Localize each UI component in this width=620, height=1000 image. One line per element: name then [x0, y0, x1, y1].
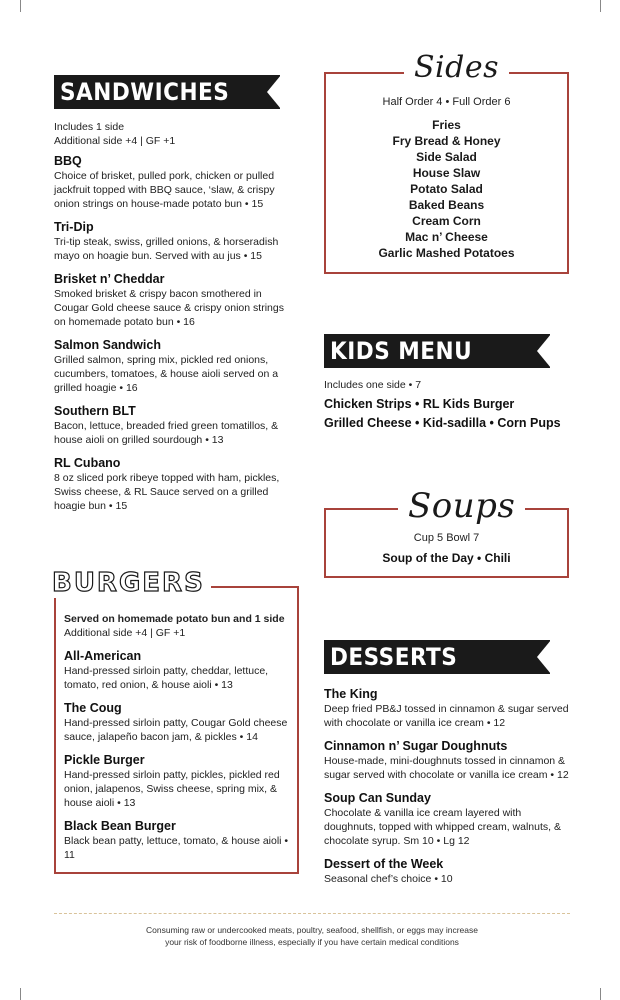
burgers-section — [64, 612, 292, 862]
menu-item — [54, 337, 294, 395]
menu-item-name: Pickle Burger — [64, 753, 145, 767]
menu-item — [64, 700, 292, 744]
menu-item — [54, 455, 294, 513]
menu-item-desc: Deep fried PB&J tossed in cinnamon & sugar served with chocolate or vanilla ice cream • 12 — [324, 703, 569, 729]
menu-item — [324, 790, 569, 848]
menu-item-desc: 8 oz sliced pork ribeye topped with ham, pickles, Swiss cheese, & RL Sauce served on a grilled hoagie bun • 15 — [54, 472, 280, 512]
sandwiches-title: SANDWICHES — [60, 78, 230, 106]
disclaimer-line: Consuming raw or undercooked meats, poultry, seafood, shellfish, or eggs may increase — [146, 925, 478, 935]
side-item: Baked Beans — [408, 198, 485, 212]
menu-item-desc: Black bean patty, lettuce, tomato, & house aioli • 11 — [64, 835, 289, 861]
crop-mark — [20, 0, 21, 12]
menu-item-name: Cinnamon n’ Sugar Doughnuts — [324, 739, 508, 753]
food-safety-disclaimer — [54, 925, 570, 948]
menu-item — [54, 403, 294, 447]
menu-item-desc: Hand-pressed sirloin patty, pickles, pickled red onion, jalapenos, Swiss cheese, spring mix, & house aioli • 13 — [64, 769, 280, 809]
menu-item-name: Dessert of the Week — [324, 857, 444, 871]
kids-note: Includes one side • 7 — [324, 379, 422, 391]
kids-menu-title: KIDS MENU — [330, 337, 473, 365]
menu-item-desc: Grilled salmon, spring mix, pickled red onions, cucumbers, tomatoes, & house aioli served on a grilled hoagie • 16 — [54, 354, 279, 394]
menu-item-desc: Choice of brisket, pulled pork, chicken or pulled jackfruit topped with BBQ sauce, ‘slaw, & crispy onion strings on house-made potato bun • 15 — [54, 170, 275, 210]
menu-item-name: Southern BLT — [54, 404, 136, 418]
menu-item — [54, 153, 294, 211]
soups-prices: Cup 5 Bowl 7 — [413, 532, 480, 544]
desserts-banner — [324, 640, 550, 674]
menu-item-name: The King — [324, 687, 378, 701]
burgers-title: BURGERS — [52, 568, 211, 598]
kids-items-line2: Grilled Cheese • Kid-sadilla • Corn Pups — [324, 416, 561, 430]
menu-item-name: Brisket n’ Cheddar — [54, 272, 165, 286]
menu-item-desc: Bacon, lettuce, breaded fried green tomatillos, & house aioli on grilled sourdough • 13 — [54, 420, 279, 446]
menu-item-name: All-American — [64, 649, 142, 663]
menu-item-desc: Smoked brisket & crispy bacon smothered in Cougar Gold cheese sauce & crispy onion strings on homemade potato bun • 16 — [54, 288, 284, 328]
crop-mark — [600, 988, 601, 1000]
desserts-title: DESSERTS — [330, 643, 458, 671]
side-item: Fries — [432, 118, 461, 132]
menu-item — [324, 738, 569, 782]
soups-items: Soup of the Day • Chili — [382, 551, 511, 565]
menu-item — [324, 686, 569, 730]
sandwiches-extras: Additional side +4 | GF +1 — [54, 135, 176, 147]
menu-item-name: Soup Can Sunday — [324, 791, 431, 805]
side-item: House Slaw — [412, 166, 481, 180]
menu-item — [64, 752, 292, 810]
sandwiches-banner — [54, 75, 280, 109]
side-item: Mac n’ Cheese — [405, 230, 488, 244]
menu-item-name: Black Bean Burger — [64, 819, 176, 833]
sandwiches-section — [54, 120, 294, 513]
menu-item-name: Tri-Dip — [54, 220, 94, 234]
sides-list — [326, 117, 567, 261]
sides-title: Sides — [404, 50, 509, 85]
menu-item-desc: Chocolate & vanilla ice cream layered with doughnuts, topped with whipped cream, walnuts, & chocolate syrup. Sm 10 • Lg 12 — [324, 807, 561, 847]
menu-item — [64, 648, 292, 692]
menu-item-desc: Tri-tip steak, swiss, grilled onions, & horseradish mayo on hoagie bun. Served with au jus • 15 — [54, 236, 279, 262]
menu-item-name: Salmon Sandwich — [54, 338, 161, 352]
menu-item-desc: House-made, mini-doughnuts tossed in cinnamon & sugar served with chocolate or vanilla ice cream • 12 — [324, 755, 569, 781]
side-item: Fry Bread & Honey — [392, 134, 501, 148]
side-item: Cream Corn — [412, 214, 481, 228]
menu-item — [324, 856, 569, 886]
menu-item-name: BBQ — [54, 154, 82, 168]
menu-item-desc: Hand-pressed sirloin patty, cheddar, lettuce, tomato, red onion, & house aioli • 13 — [64, 665, 269, 691]
menu-item — [64, 818, 292, 862]
soups-title: Soups — [398, 486, 525, 526]
menu-item-desc: Hand-pressed sirloin patty, Cougar Gold cheese sauce, jalapeño bacon jam, & pickles • 14 — [64, 717, 288, 743]
menu-item-name: The Coug — [64, 701, 122, 715]
kids-items-line1: Chicken Strips • RL Kids Burger — [324, 397, 515, 411]
menu-item-name: RL Cubano — [54, 456, 121, 470]
disclaimer-line: your risk of foodborne illness, especially if you have certain medical conditions — [165, 936, 459, 947]
desserts-section — [324, 686, 569, 886]
burgers-extras: Additional side +4 | GF +1 — [64, 627, 186, 639]
side-item: Side Salad — [416, 150, 477, 164]
crop-mark — [20, 988, 21, 1000]
crop-mark — [600, 0, 601, 12]
menu-item — [54, 271, 294, 329]
sandwiches-note: Includes 1 side — [54, 121, 125, 133]
sides-prices: Half Order 4 • Full Order 6 — [382, 96, 511, 108]
side-item: Potato Salad — [410, 182, 483, 196]
dashed-divider — [54, 913, 570, 914]
side-item: Garlic Mashed Potatoes — [378, 246, 515, 260]
menu-item-desc: Seasonal chef’s choice • 10 — [324, 873, 453, 885]
kids-menu-banner — [324, 334, 550, 368]
menu-item — [54, 219, 294, 263]
burgers-note: Served on homemade potato bun and 1 side — [64, 613, 285, 625]
